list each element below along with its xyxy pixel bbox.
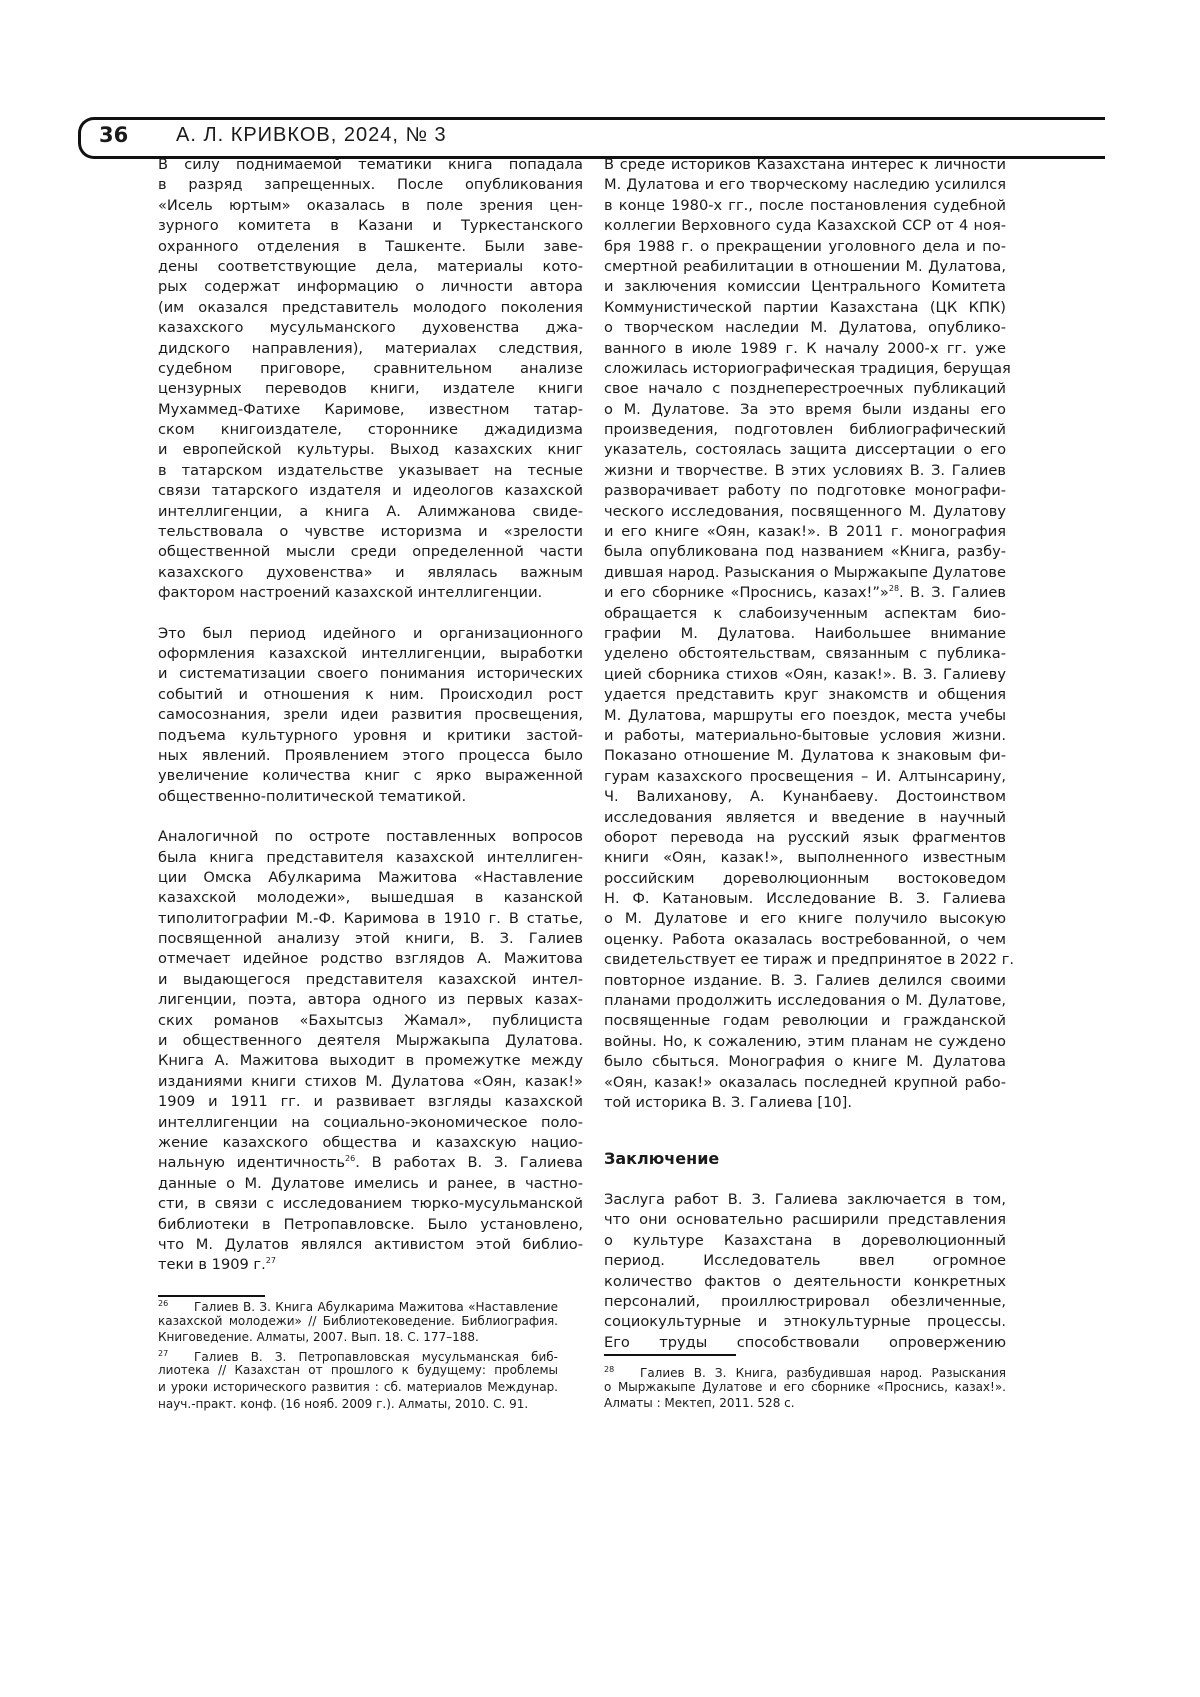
text-line: была книга представителя казахской интеллиген-	[158, 848, 583, 868]
text-line: данные о М. Дулатове имелись и ранее, в частно-	[158, 1174, 583, 1194]
footnote-line: казахской молодежи» // Библиотековедение. Библиография.	[158, 1313, 558, 1330]
text-line: сти, в связи с исследованием тюрко-мусульманской	[158, 1194, 583, 1214]
text-segment: . В работах В. З. Галиева	[355, 1154, 583, 1171]
left-column	[158, 155, 583, 1276]
footnote-text: Галиев В. З. Петропавловская мусульманская биб-	[194, 1350, 558, 1364]
text-line: Заслуга работ В. З. Галиева заключается в том,	[604, 1190, 1006, 1210]
text-line: «Исель юртым» оказалась в поле зрения цен-	[158, 196, 583, 216]
text-line: интеллигенции на социально-экономическое поло-	[158, 1113, 583, 1133]
text-line: Его труды способствовали опровержению	[604, 1333, 1006, 1353]
text-line: казахского мусульманского духовенства джа-	[158, 318, 583, 338]
text-line: связи татарского издателя и идеологов казахской	[158, 481, 583, 501]
text-line: смертной реабилитации в отношении М. Дулатова,	[604, 257, 1006, 277]
text-line: свидетельствует ее тираж и предпринятое в 2022 г.	[604, 950, 1006, 970]
text-line: ванного в июле 1989 г. К началу 2000-х гг. уже	[604, 339, 1006, 359]
text-line: Мухаммед-Фатихе Каримове, известном татар-	[158, 400, 583, 420]
footnote-number: 26	[158, 1296, 194, 1313]
text-line: фактором настроений казахской интеллигенции.	[158, 583, 583, 603]
running-header	[78, 117, 1105, 159]
text-line: посвященные годам революции и гражданской	[604, 1011, 1006, 1031]
footnote-line: Алматы : Мектеп, 2011. 528 с.	[604, 1395, 1006, 1412]
footnote-line: Книговедение. Алматы, 2007. Вып. 18. С. 177–188.	[158, 1329, 558, 1346]
footnote-number: 27	[158, 1346, 194, 1363]
text-line: исследования является и введение в научный	[604, 808, 1006, 828]
text-line: количество фактов о деятельности конкретных	[604, 1272, 1006, 1292]
text-line: ских романов «Бахытсыз Жамал», публициста	[158, 1011, 583, 1031]
text-line: войны. Но, к сожалению, этим планам не суждено	[604, 1032, 1006, 1052]
text-line: о М. Дулатове и его книге получило высокую	[604, 909, 1006, 929]
text-line: произведения, подготовлен библиографический	[604, 420, 1006, 440]
text-line: повторное издание. В. З. Галиев делился своими	[604, 971, 1006, 991]
text-line: ных явлений. Проявлением этого процесса было	[158, 746, 583, 766]
text-segment: теки в 1909 г.	[158, 1256, 266, 1273]
text-line: ческого исследования, посвященного М. Дулатову	[604, 502, 1006, 522]
text-line: цензурных переводов книги, издателе книги	[158, 379, 583, 399]
text-line: что М. Дулатов являлся активистом этой библио-	[158, 1235, 583, 1255]
text-line: в конце 1980-х гг., после постановления судебной	[604, 196, 1006, 216]
text-line: лигенции, поэта, автора одного из первых казах-	[158, 990, 583, 1010]
text-line: было сбыться. Монография о книге М. Дулатова	[604, 1052, 1006, 1072]
text-line: зурного комитета в Казани и Туркестанского	[158, 216, 583, 236]
text-line: 1909 и 1911 гг. и развивает взгляды казахской	[158, 1092, 583, 1112]
text-line: самосознания, зрели идеи развития просвещения,	[158, 705, 583, 725]
text-line: российским дореволюционным востоковедом	[604, 869, 1006, 889]
footnotes-right	[604, 1362, 1006, 1412]
text-line: дившая народ. Разыскания о Мыржакыпе Дулатове	[604, 563, 1006, 583]
text-line: судебном приговоре, сравнительном анализе	[158, 359, 583, 379]
text-line	[158, 1153, 583, 1173]
text-line: социокультурные и этнокультурные процессы.	[604, 1312, 1006, 1332]
text-line: отмечает идейное родство взглядов А. Мажитова	[158, 949, 583, 969]
text-line: той историка В. З. Галиева [10].	[604, 1093, 1006, 1113]
text-line: Это был период идейного и организационного	[158, 624, 583, 644]
text-line: событий и отношения к ним. Происходил рост	[158, 685, 583, 705]
text-line	[604, 583, 1006, 603]
text-line: уделено обстоятельствам, связанным с публика-	[604, 644, 1006, 664]
footnote-divider	[604, 1354, 736, 1356]
text-line: и систематизации своего понимания исторических	[158, 664, 583, 684]
text-line: период. Исследователь ввел огромное	[604, 1251, 1006, 1271]
paragraph	[158, 827, 583, 1276]
text-line: казахской молодежи», вышедшая в казанской	[158, 888, 583, 908]
footnote	[158, 1346, 558, 1412]
text-line: графии М. Дулатова. Наибольшее внимание	[604, 624, 1006, 644]
text-line: посвященной анализу этой книги, В. З. Галиев	[158, 929, 583, 949]
text-line: казахского духовенства» и являлась важным	[158, 563, 583, 583]
text-line: указатель, состоялась защита диссертации о его	[604, 440, 1006, 460]
text-line: планами продолжить исследования о М. Дулатове,	[604, 991, 1006, 1011]
paragraph	[158, 624, 583, 808]
text-line: цией сборника стихов «Оян, казак!». В. З. Галиеву	[604, 665, 1006, 685]
text-line: ции Омска Абулкарима Мажитова «Наставление	[158, 868, 583, 888]
text-line: «Оян, казак!» оказалась последней крупной рабо-	[604, 1073, 1006, 1093]
text-line: общественной мысли среди определенной части	[158, 542, 583, 562]
text-line: (им оказался представитель молодого поколения	[158, 298, 583, 318]
footnote-line: лиотека // Казахстан от прошлого к будущему: проблемы	[158, 1362, 558, 1379]
text-line: Ч. Валиханову, А. Кунанбаеву. Достоинством	[604, 787, 1006, 807]
text-line: тельствовала о чувстве историзма и «зрелости	[158, 522, 583, 542]
text-line: о культуре Казахстана в дореволюционный	[604, 1231, 1006, 1251]
text-line: в разряд запрещенных. После опубликования	[158, 175, 583, 195]
text-line: рых содержат информацию о личности автора	[158, 277, 583, 297]
text-line: книги «Оян, казак!», выполненного известным	[604, 848, 1006, 868]
text-line: удается представить круг знакомств и общения	[604, 685, 1006, 705]
text-line: в татарском издательстве указывает на тесные	[158, 461, 583, 481]
text-line: оформления казахской интеллигенции, выработки	[158, 644, 583, 664]
footnote	[604, 1362, 1006, 1412]
text-segment: . В. З. Галиев	[899, 584, 1006, 601]
footnote-line: науч.-практ. конф. (16 нояб. 2009 г.). Алматы, 2010. С. 91.	[158, 1396, 558, 1413]
footnote-line	[604, 1362, 1006, 1379]
text-line: Книга А. Мажитова выходит в промежутке между	[158, 1051, 583, 1071]
footnote-ref: 26	[345, 1154, 355, 1163]
footnote-line: и уроки исторического развития : сб. материалов Междунар.	[158, 1379, 558, 1396]
paragraph	[604, 155, 1006, 1113]
text-line	[158, 1255, 583, 1275]
text-line: обращается к слабоизученным аспектам био-	[604, 604, 1006, 624]
text-line: и его книге «Оян, казак!». В 2011 г. монография	[604, 522, 1006, 542]
text-line: В среде историков Казахстана интерес к личности	[604, 155, 1006, 175]
text-line: свое начало с позднеперестроечных публикаций	[604, 379, 1006, 399]
text-line: ском книгоиздателе, стороннике джадидизма	[158, 420, 583, 440]
text-line: о М. Дулатове. За это время были изданы его	[604, 400, 1006, 420]
footnote-number: 28	[604, 1362, 640, 1379]
text-line: Коммунистической партии Казахстана (ЦК КПК)	[604, 298, 1006, 318]
footnote-text: Галиев В. З. Книга, разбудившая народ. Разыскания	[640, 1366, 1006, 1380]
text-line: и европейской культуры. Выход казахских книг	[158, 440, 583, 460]
text-segment: и его сборнике «Проснись, казах!”»	[604, 584, 889, 601]
text-line: дидского направления), материалах следствия,	[158, 339, 583, 359]
text-line: оценку. Работа оказалась востребованной, о чем	[604, 930, 1006, 950]
right-column	[604, 155, 1006, 1113]
text-line: коллегии Верховного суда Казахской ССР от 4 ноя-	[604, 216, 1006, 236]
text-line: увеличение количества книг с ярко выраженной	[158, 766, 583, 786]
text-line: и выдающегося представителя казахской интел-	[158, 970, 583, 990]
text-segment: нальную идентичность	[158, 1154, 345, 1171]
text-line: Показано отношение М. Дулатова к знаковым фи-	[604, 746, 1006, 766]
footnote-ref: 27	[266, 1256, 276, 1265]
footnote-line	[158, 1296, 558, 1313]
paragraph	[158, 155, 583, 604]
footnote-line	[158, 1346, 558, 1363]
page-number: 36	[99, 123, 128, 147]
text-line: и общественного деятеля Мыржакыпа Дулатова.	[158, 1031, 583, 1051]
text-line: была опубликована под названием «Книга, разбу-	[604, 542, 1006, 562]
running-title: А. Л. КРИВКОВ, 2024, № 3	[176, 124, 447, 147]
text-line: жение казахского общества и казахскую нацио-	[158, 1133, 583, 1153]
text-line: М. Дулатова, маршруты его поездок, места учебы	[604, 706, 1006, 726]
text-line: гурам казахского просвещения – И. Алтынсарину,	[604, 767, 1006, 787]
text-line: интеллигенции, а книга А. Алимжанова свиде-	[158, 502, 583, 522]
text-line: сложилась историографическая традиция, берущая	[604, 359, 1006, 379]
text-line: Аналогичной по остроте поставленных вопросов	[158, 827, 583, 847]
text-line: общественно-политической тематикой.	[158, 787, 583, 807]
text-line: Н. Ф. Катановым. Исследование В. З. Галиева	[604, 889, 1006, 909]
text-line: М. Дулатова и его творческому наследию усилился	[604, 175, 1006, 195]
text-line: жизни и творчестве. В этих условиях В. З. Галиев	[604, 461, 1006, 481]
text-line: изданиями книги стихов М. Дулатова «Оян, казак!»	[158, 1072, 583, 1092]
text-line: дены соответствующие дела, материалы кото-	[158, 257, 583, 277]
text-line: о творческом наследии М. Дулатова, опублико-	[604, 318, 1006, 338]
footnotes-left	[158, 1296, 558, 1412]
text-line: типолитографии М.-Ф. Каримова в 1910 г. В статье,	[158, 909, 583, 929]
footnote-text: Галиев В. З. Книга Абулкарима Мажитова «Наставление	[194, 1300, 558, 1314]
footnote-line: о Мыржакыпе Дулатове и его сборнике «Проснись, казах!».	[604, 1379, 1006, 1396]
text-line: библиотеки в Петропавловске. Было установлено,	[158, 1215, 583, 1235]
text-line: что они основательно расширили представления	[604, 1210, 1006, 1230]
conclusion-paragraph	[604, 1190, 1006, 1353]
footnote-ref: 28	[889, 584, 899, 593]
text-line: и работы, материально-бытовые условия жизни.	[604, 726, 1006, 746]
text-line: персоналий, проиллюстрировал обезличенные,	[604, 1292, 1006, 1312]
text-line: подъема культурного уровня и критики застой-	[158, 726, 583, 746]
text-line: разворачивает работу по подготовке монографи-	[604, 481, 1006, 501]
text-line: охранного отделения в Ташкенте. Были заве-	[158, 237, 583, 257]
text-line: оборот перевода на русский язык фрагментов	[604, 828, 1006, 848]
text-line: бря 1988 г. о прекращении уголовного дела и по-	[604, 237, 1006, 257]
section-heading-conclusion: Заключение	[604, 1149, 719, 1168]
text-line: В силу поднимаемой тематики книга попадала	[158, 155, 583, 175]
footnote	[158, 1296, 558, 1346]
text-line: и заключения комиссии Центрального Комитета	[604, 277, 1006, 297]
